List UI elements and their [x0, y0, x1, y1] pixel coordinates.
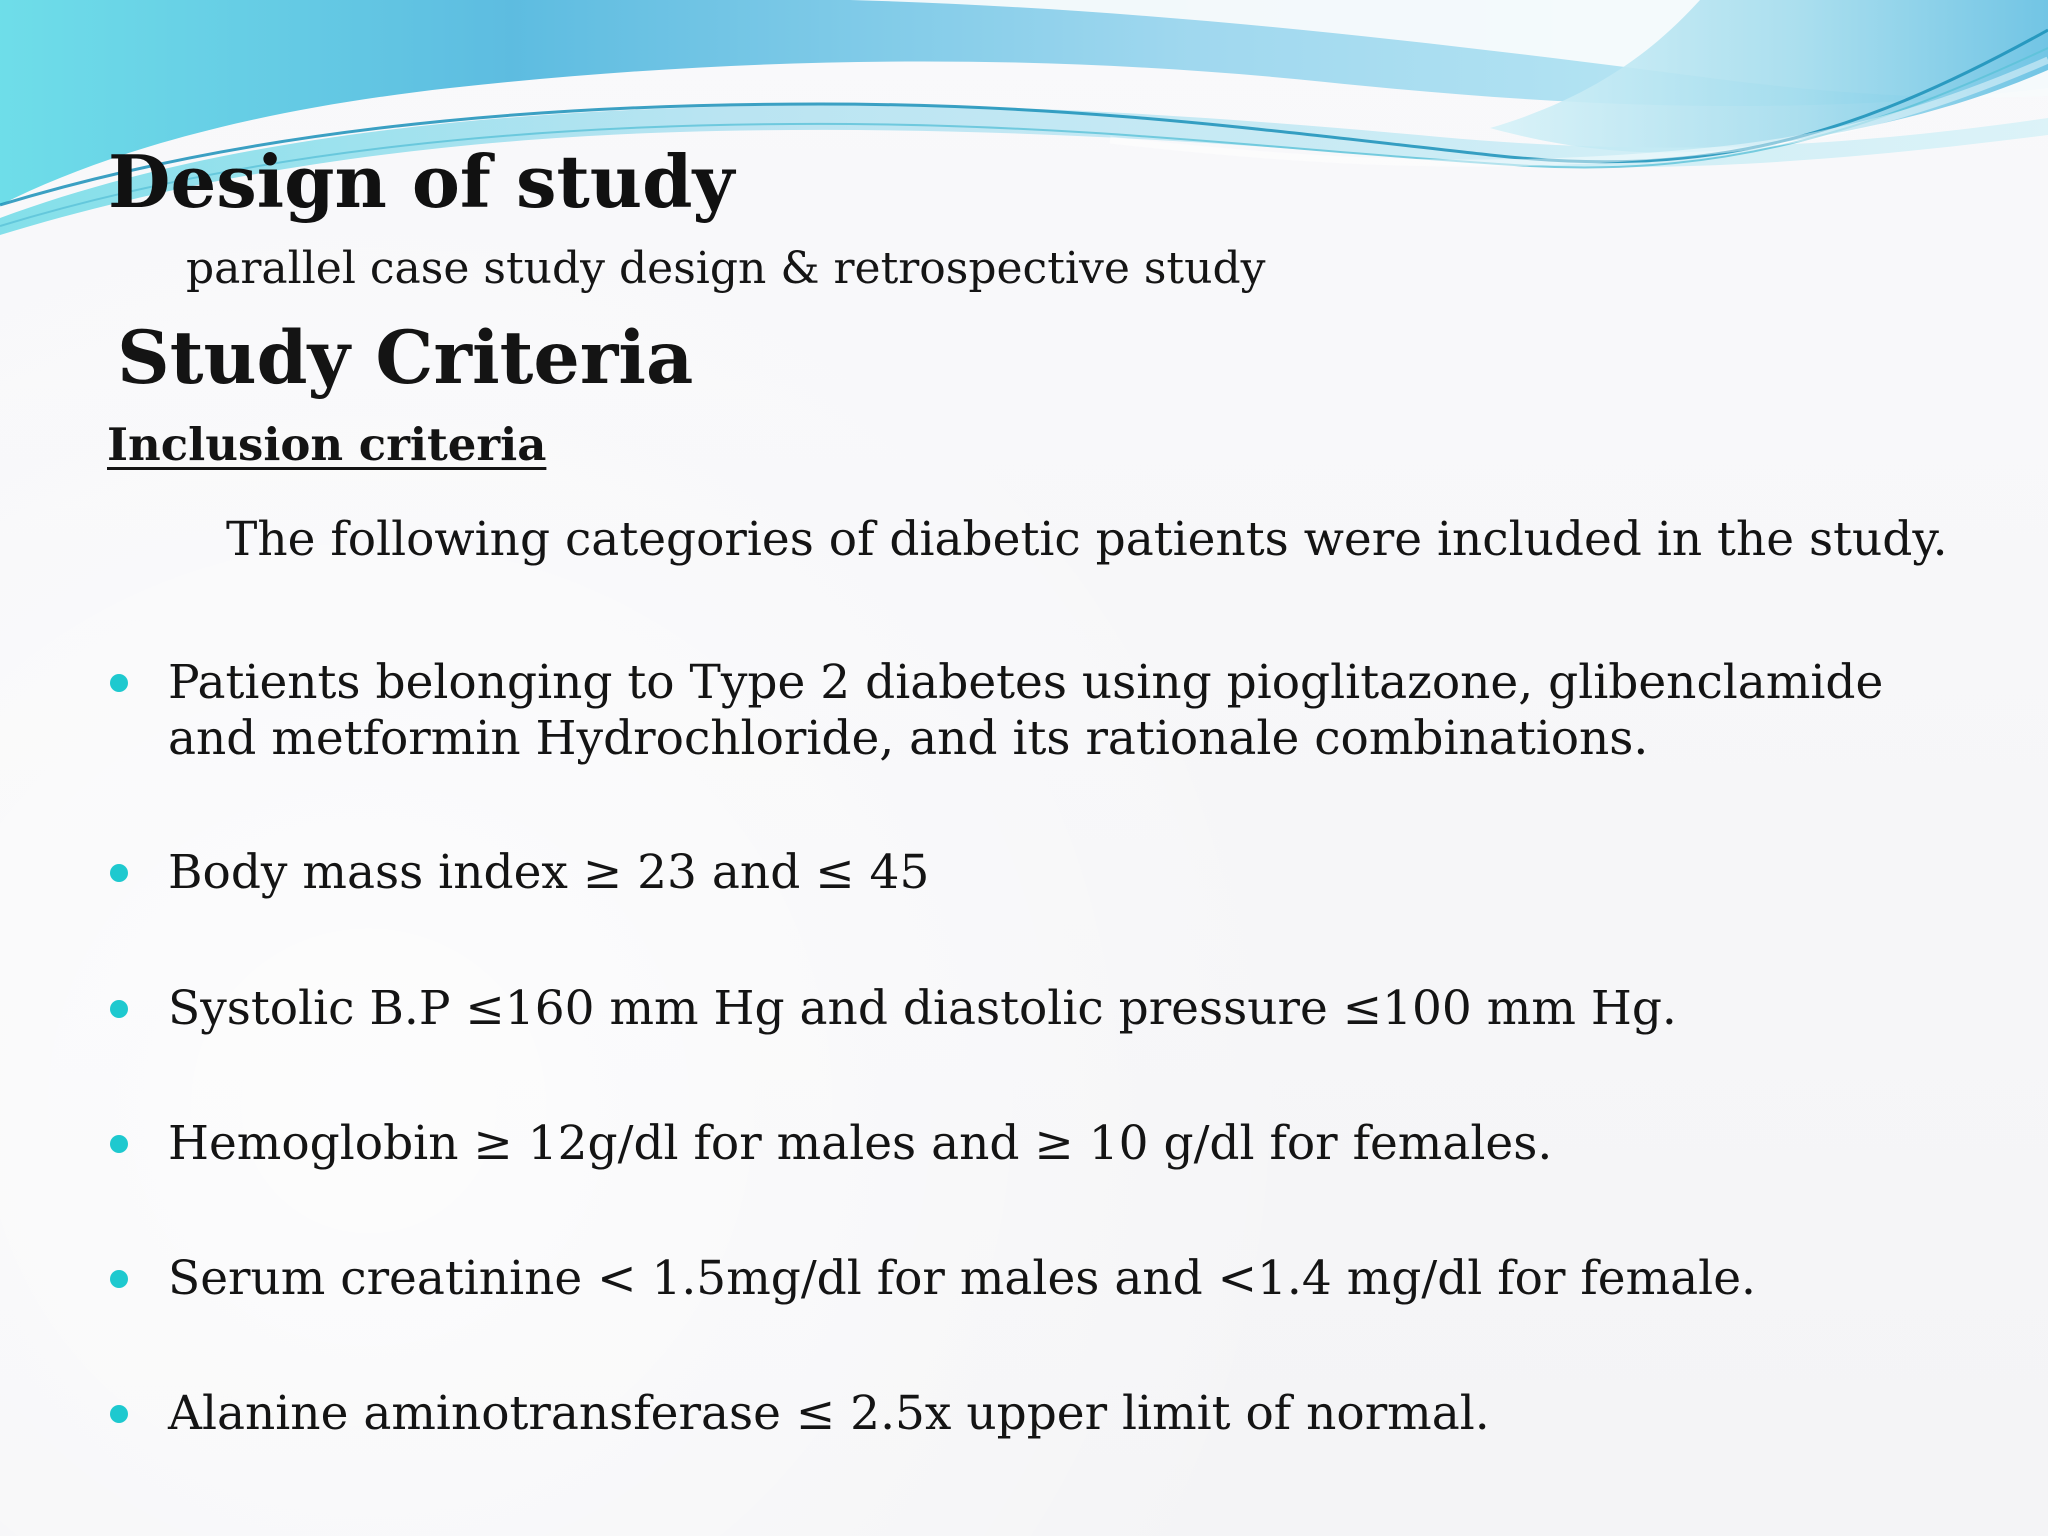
bullet-dot-icon: [110, 864, 128, 882]
criteria-bullet-6: [110, 1386, 1970, 1442]
bullet-dot-icon: [110, 1405, 128, 1423]
bullet-dot-icon: [110, 1135, 128, 1153]
criteria-bullet-1-text: Patients belonging to Type 2 diabetes using pioglitazone, glibenclamide and metformin Hydrochloride, and its rationale combinations.: [168, 655, 1884, 766]
criteria-bullet-3: [110, 981, 1970, 1037]
criteria-bullet-3-text: Systolic B.P ≤160 mm Hg and diastolic pressure ≤100 mm Hg.: [168, 981, 1677, 1036]
bullet-dot-icon: [110, 1000, 128, 1018]
slide-title: Design of study: [108, 139, 735, 224]
criteria-bullet-6-text: Alanine aminotransferase ≤ 2.5x upper limit of normal.: [168, 1386, 1490, 1441]
study-criteria-title: Study Criteria: [117, 315, 694, 401]
inclusion-intro-text: The following categories of diabetic patients were included in the study.: [226, 512, 1948, 567]
bullet-dot-icon: [110, 1270, 128, 1288]
bullet-dot-icon: [110, 674, 128, 692]
criteria-bullet-2-text: Body mass index ≥ 23 and ≤ 45: [168, 845, 930, 900]
criteria-bullet-5: [110, 1251, 1970, 1307]
criteria-bullet-2: [110, 845, 1970, 901]
criteria-bullet-5-text: Serum creatinine < 1.5mg/dl for males and <1.4 mg/dl for female.: [168, 1251, 1756, 1306]
decorative-wave-header: [0, 0, 2048, 270]
study-design-subtitle: parallel case study design & retrospective study: [186, 243, 1266, 294]
criteria-bullet-4: [110, 1116, 1970, 1172]
criteria-bullet-4-text: Hemoglobin ≥ 12g/dl for males and ≥ 10 g/dl for females.: [168, 1116, 1553, 1171]
criteria-bullet-1: [110, 655, 1970, 767]
inclusion-criteria-heading: Inclusion criteria: [107, 418, 547, 471]
